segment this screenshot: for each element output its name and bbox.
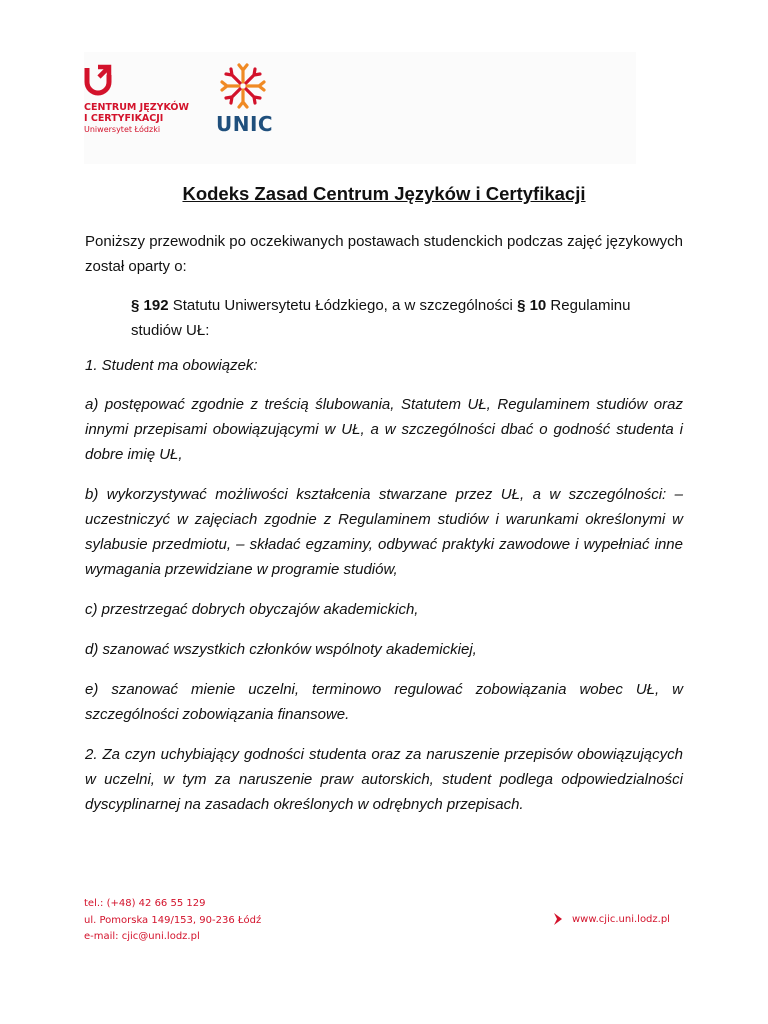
duty-item-a: a) postępować zgodnie z treścią ślubowania, Statutem UŁ, Regulaminem studiów oraz innymi przepisami obowiązującymi w UŁ, a w szczególności dbać o godność studenta i dobre imię UŁ, [85, 396, 683, 463]
unic-logo [214, 62, 274, 134]
cjic-logo-line1: CENTRUM JĘZYKÓW [84, 102, 189, 113]
duty-item-e: e) szanować mienie uczelni, terminowo regulować zobowiązania wobec UŁ, w szczególności zobowiązania finansowe. [85, 681, 683, 723]
footer-address: ul. Pomorska 149/153, 90-236 Łódź [84, 914, 262, 926]
point1-heading: 1. Student ma obowiązek: [85, 357, 258, 374]
basis-paragraph [131, 293, 671, 343]
arrow-right-icon [552, 912, 564, 926]
basis-ref1-text: Statutu Uniwersytetu Łódzkiego, a w szczególności [168, 297, 518, 314]
cjic-logo-university: Uniwersytet Łódzki [84, 125, 161, 134]
duty-item-c: c) przestrzegać dobrych obyczajów akademickich, [85, 601, 419, 618]
footer-email[interactable]: e-mail: cjic@uni.lodz.pl [84, 931, 200, 942]
document-title: Kodeks Zasad Centrum Języków i Certyfikacji [182, 183, 586, 204]
footer-website-link[interactable]: www.cjic.uni.lodz.pl [572, 913, 670, 925]
point2-paragraph: 2. Za czyn uchybiający godności studenta oraz za naruszenie przepisów obowiązujących w uczelni, w tym za naruszenie praw autorskich, student podlega odpowiedzialności dyscyplinarnej na zasadach określonych w odrębnych przepisach. [85, 746, 683, 813]
duty-item-b: b) wykorzystywać możliwości kształcenia stwarzane przez UŁ, a w szczególności: – uczestniczyć w zajęciach zgodnie z Regulaminem studiów i warunkami określonymi w sylabusie przedmiotu, – składać egzaminy, odbywać praktyki zawodowe i wypełniać inne wymagania przewidziane w programie studiów, [85, 486, 683, 578]
unic-star-icon [217, 62, 269, 110]
duty-item-d: d) szanować wszystkich członków wspólnoty akademickiej, [85, 641, 477, 658]
footer-contact [84, 896, 261, 946]
cjic-logo-text [84, 102, 189, 124]
intro-paragraph: Poniższy przewodnik po oczekiwanych postawach studenckich podczas zajęć językowych został oparty o: [85, 233, 683, 275]
footer-website[interactable] [552, 910, 670, 928]
footer-phone: tel.: (+48) 42 66 55 129 [84, 898, 206, 909]
basis-ref2-bold: § 10 [517, 297, 547, 314]
unic-logo-word: UNIC [216, 112, 274, 136]
cjic-logo-line2: I CERTYFIKACJI [84, 113, 164, 124]
cjic-logo [84, 64, 204, 136]
basis-ref1-bold: § 192 [131, 297, 169, 314]
basis-ref2-text: Regulaminu studiów UŁ: [131, 297, 631, 339]
cjic-logo-mark-icon [84, 64, 112, 98]
